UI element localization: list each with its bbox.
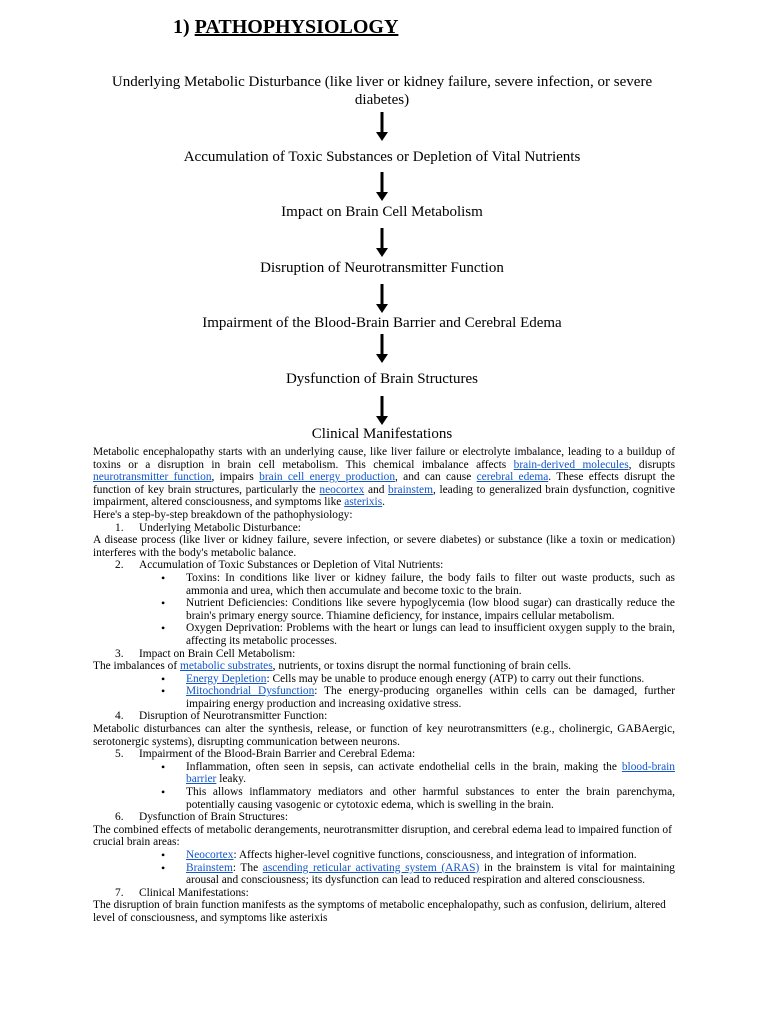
link-blood-brain-barrier[interactable]: blood-brain barrier bbox=[186, 760, 675, 786]
flow-step-7: Clinical Manifestations bbox=[311, 426, 453, 442]
down-arrow-icon bbox=[376, 284, 388, 314]
flow-step-3: Impact on Brain Cell Metabolism bbox=[281, 204, 483, 220]
step-6-list bbox=[93, 849, 675, 887]
step-7-heading: 7. Clinical Manifestations: bbox=[115, 886, 249, 899]
step-4-heading: 4. Disruption of Neurotransmitter Function: bbox=[115, 710, 328, 723]
section-number: 1) bbox=[173, 16, 190, 38]
step-5-heading: 5. Impairment of the Blood-Brain Barrier and Cerebral Edema: bbox=[115, 748, 416, 761]
link-neocortex-item[interactable]: Neocortex bbox=[186, 849, 234, 861]
link-mitochondrial-dysfunction[interactable]: Mitochondrial Dysfunction bbox=[186, 685, 315, 698]
link-aras[interactable]: ascending reticular activating system (ARAS) bbox=[262, 861, 480, 874]
list-item: • Brainstem: The ascending reticular activating system (ARAS) in the brainstem is vital for maintaining arousal and consciousness; its dysfunction can lead to reduced respiration and altered consciousness. bbox=[186, 862, 675, 887]
intro-paragraph: Metabolic encephalopathy starts with an underlying cause, like liver failure or electrolyte imbalance, leading to a buildup of toxins or a disruption in brain cell metabolism. This chemical imbalance affects brain-derived molecules, disrupts neurotransmitter function, impairs brain cell energy production, and can cause cerebral edema. These effects disrupt the function of key brain structures, particularly the neocortex and brainstem, leading to generalized brain dysfunction, cognitive impairment, altered consciousness, and symptoms like asterixis. bbox=[93, 446, 676, 509]
list-item: • Toxins: In conditions like liver or kidney failure, the body fails to filter out waste products, such as ammonia and urea, which then accumulate and become toxic to the brain. bbox=[186, 572, 675, 597]
list-item: • This allows inflammatory mediators and other harmful substances to enter the brain parenchyma, potentially causing vasogenic or cytotoxic edema, which is swelling in the brain. bbox=[186, 786, 675, 811]
down-arrow-icon bbox=[376, 228, 388, 258]
step-6-description: The combined effects of metabolic derangements, neurotransmitter disruption, and cerebral edema lead to impaired function of crucial brain areas: bbox=[93, 823, 672, 849]
list-item: • Energy Depletion: Cells may be unable to produce enough energy (ATP) to carry out their functions. bbox=[186, 673, 675, 686]
link-asterixis[interactable]: asterixis bbox=[344, 496, 383, 509]
down-arrow-icon bbox=[376, 172, 388, 202]
step-3-list bbox=[93, 673, 675, 711]
list-item: • Oxygen Deprivation: Problems with the heart or lungs can lead to insufficient oxygen supply to the brain, affecting its metabolic processes. bbox=[186, 622, 675, 647]
breakdown-intro: Here's a step-by-step breakdown of the pathophysiology: bbox=[93, 508, 353, 521]
link-cerebral-edema[interactable]: cerebral edema bbox=[476, 471, 549, 484]
flow-step-1: Underlying Metabolic Disturbance (like liver or kidney failure, severe infection, or severe diabetes) bbox=[111, 74, 653, 108]
down-arrow-icon bbox=[376, 334, 388, 364]
page-title bbox=[173, 16, 398, 39]
step-7-description: The disruption of brain function manifests as the symptoms of metabolic encephalopathy, such as confusion, delirium, altered level of consciousness, and symptoms like asterixis bbox=[93, 899, 666, 924]
link-metabolic-substrates[interactable]: metabolic substrates bbox=[179, 660, 273, 673]
step-2-heading: 2. Accumulation of Toxic Substances or Depletion of Vital Nutrients: bbox=[115, 559, 444, 572]
link-brainstem-item[interactable]: Brainstem bbox=[186, 861, 233, 874]
step-2-list bbox=[93, 572, 675, 648]
step-5-list bbox=[93, 761, 675, 811]
section-heading: PATHOPHYSIOLOGY bbox=[194, 16, 399, 38]
link-brainstem[interactable]: brainstem bbox=[388, 483, 433, 496]
link-brain-derived-molecules[interactable]: brain-derived molecules bbox=[513, 458, 629, 471]
step-1-description: A disease process (like liver or kidney failure, severe infection, or severe diabetes) or substance (like a toxin or medication) interferes with the body's metabolic balance. bbox=[93, 534, 675, 559]
step-3-description: The imbalances of metabolic substrates, nutrients, or toxins disrupt the normal functioning of brain cells. bbox=[93, 660, 571, 673]
link-neocortex[interactable]: neocortex bbox=[319, 483, 365, 496]
down-arrow-icon bbox=[376, 112, 388, 142]
document-body bbox=[93, 446, 675, 925]
step-4-description: Metabolic disturbances can alter the synthesis, release, or function of key neurotransmitters (e.g., cholinergic, GABAergic, serotonergic systems), disrupting communication between neurons. bbox=[93, 723, 675, 748]
step-1-heading: 1. Underlying Metabolic Disturbance: bbox=[115, 521, 301, 534]
flow-step-6: Dysfunction of Brain Structures bbox=[285, 371, 479, 387]
link-energy-depletion[interactable]: Energy Depletion bbox=[186, 672, 267, 685]
flow-step-5: Impairment of the Blood-Brain Barrier and Cerebral Edema bbox=[202, 315, 562, 331]
step-3-heading: 3. Impact on Brain Cell Metabolism: bbox=[115, 647, 296, 660]
down-arrow-icon bbox=[376, 396, 388, 426]
list-item: • Nutrient Deficiencies: Conditions like severe hypoglycemia (low blood sugar) can drastically reduce the brain's primary energy source. Thiamine deficiency, for instance, impairs cellular metabolism. bbox=[186, 597, 675, 622]
flow-step-2: Accumulation of Toxic Substances or Depletion of Vital Nutrients bbox=[183, 149, 581, 165]
step-6-heading: 6. Dysfunction of Brain Structures: bbox=[115, 811, 289, 824]
link-brain-cell-energy-production[interactable]: brain cell energy production bbox=[259, 471, 396, 484]
link-neurotransmitter-function[interactable]: neurotransmitter function bbox=[93, 471, 212, 484]
list-item: • Inflammation, often seen in sepsis, can activate endothelial cells in the brain, making the blood-brain barrier leaky. bbox=[186, 761, 675, 786]
flow-step-4: Disruption of Neurotransmitter Function bbox=[260, 260, 504, 276]
list-item: • Mitochondrial Dysfunction: The energy-producing organelles within cells can be damaged, further impairing energy production and increasing oxidative stress. bbox=[186, 685, 675, 710]
list-item: • Neocortex: Affects higher-level cognitive functions, consciousness, and integration of information. bbox=[186, 849, 675, 862]
